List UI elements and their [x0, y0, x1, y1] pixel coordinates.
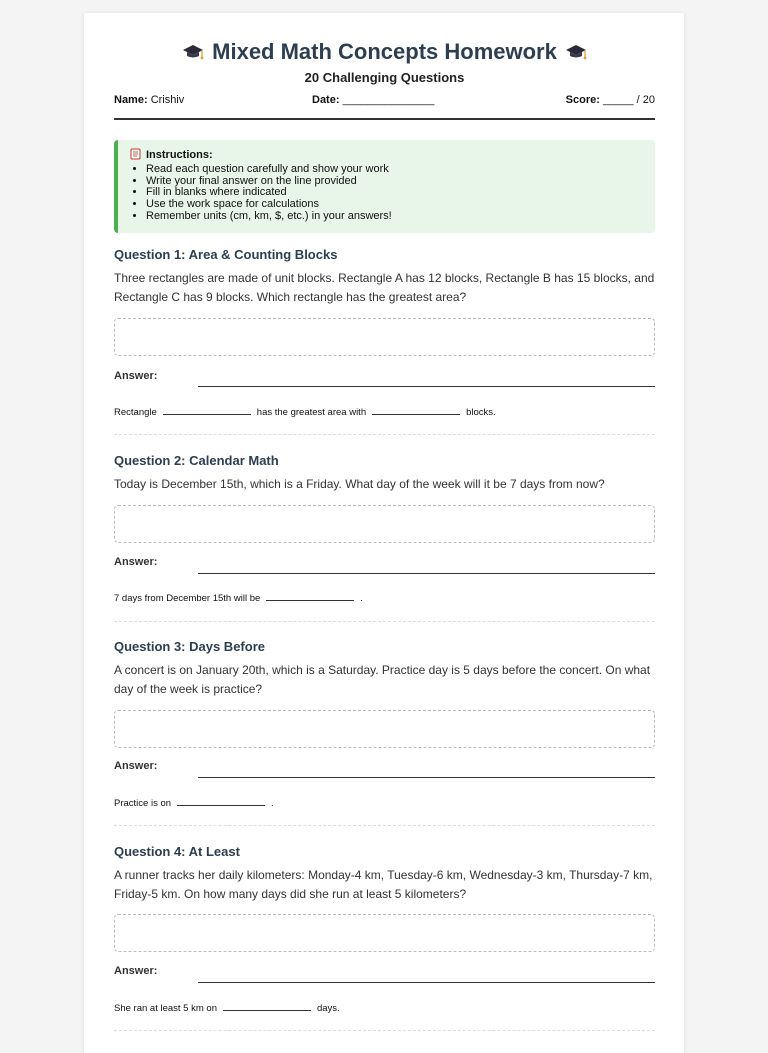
- answer-line[interactable]: [198, 573, 655, 574]
- instruction-item: • Write your final answer on the line provided: [146, 176, 643, 188]
- fill-text: has the greatest area with: [256, 407, 367, 418]
- name-field: [114, 94, 184, 106]
- question-text: Three rectangles are made of unit blocks. Rectangle A has 12 blocks, Rectangle B has 15 blocks, and Rectangle C has 9 blocks. Which rectangle has the greatest area?: [114, 271, 655, 304]
- worksheet-page: [84, 13, 684, 1053]
- answer-label: Answer:: [114, 965, 158, 977]
- instruction-item: • Remember units (cm, km, $, etc.) in your answers!: [146, 211, 643, 223]
- instructions-list: [130, 164, 643, 223]
- answer-label: Answer:: [114, 556, 158, 568]
- name-label: Name:: [114, 94, 148, 106]
- page-subtitle: 20 Challenging Questions: [304, 70, 465, 85]
- fill-text: .: [271, 798, 274, 809]
- fill-in-sentence: [114, 591, 655, 604]
- question-text: A runner tracks her daily kilometers: Monday-4 km, Tuesday-6 km, Wednesday-3 km, Thursday-7 km, Friday-5 km. On how many days did she run at least 5 kilometers?: [114, 868, 653, 901]
- graduation-cap-icon: [565, 43, 587, 61]
- score-total: / 20: [636, 94, 655, 106]
- score-label: Score:: [565, 94, 600, 106]
- question-separator: [114, 434, 655, 435]
- question-1: [114, 247, 655, 418]
- work-space-box[interactable]: [114, 505, 655, 543]
- instructions-box: [114, 140, 655, 233]
- fill-in-sentence: [114, 1001, 655, 1014]
- instructions-heading-text: Instructions:: [146, 149, 213, 161]
- fill-blank[interactable]: [266, 591, 354, 601]
- answer-line[interactable]: [198, 982, 655, 983]
- instruction-item: • Fill in blanks where indicated: [146, 187, 643, 199]
- question-title: Question 3: Days Before: [114, 639, 265, 654]
- question-text: A concert is on January 20th, which is a Saturday. Practice day is 5 days before the concert. On what day of the week is practice?: [114, 663, 651, 696]
- name-value: Crishiv: [150, 94, 185, 106]
- work-space-box[interactable]: [114, 710, 655, 748]
- fill-text: .: [360, 593, 363, 604]
- header-divider: [114, 118, 655, 120]
- page-title-text: Mixed Math Concepts Homework: [212, 39, 557, 64]
- question-4: [114, 844, 655, 1014]
- fill-in-sentence: [114, 796, 655, 809]
- score-blank: _____: [602, 94, 634, 106]
- question-2: [114, 453, 655, 604]
- fill-blank[interactable]: [372, 405, 460, 415]
- fill-text: Practice is on: [114, 798, 172, 809]
- student-info-row: [114, 94, 655, 108]
- fill-blank[interactable]: [163, 405, 251, 415]
- date-field: [312, 94, 434, 106]
- instructions-heading: [130, 148, 643, 162]
- fill-blank[interactable]: [223, 1001, 311, 1011]
- fill-blank[interactable]: [177, 796, 265, 806]
- question-title: Question 4: At Least: [114, 844, 240, 859]
- work-space-box[interactable]: [114, 318, 655, 356]
- answer-label: Answer:: [114, 370, 158, 382]
- fill-text: Rectangle: [114, 407, 157, 418]
- question-separator: [114, 825, 655, 826]
- graduation-cap-icon: [182, 43, 204, 61]
- work-space-box[interactable]: [114, 914, 655, 952]
- date-blank: _______________: [342, 94, 435, 106]
- fill-text: blocks.: [466, 407, 496, 418]
- fill-in-sentence: [114, 405, 655, 418]
- instruction-item: • Read each question carefully and show your work: [146, 164, 643, 176]
- question-3: [114, 639, 655, 809]
- page-title: [114, 39, 655, 65]
- answer-label: Answer:: [114, 760, 158, 772]
- answer-line[interactable]: [198, 777, 655, 778]
- fill-text: 7 days from December 15th will be: [114, 593, 261, 604]
- score-field: [566, 94, 655, 106]
- fill-text: days.: [316, 1003, 340, 1014]
- question-text: Today is December 15th, which is a Friday. What day of the week will it be 7 days from now?: [114, 477, 605, 491]
- instruction-item: • Use the work space for calculations: [146, 199, 643, 211]
- memo-icon: [130, 148, 141, 160]
- question-title: Question 1: Area & Counting Blocks: [114, 247, 338, 262]
- fill-text: She ran at least 5 km on: [114, 1003, 217, 1014]
- question-separator: [114, 621, 655, 622]
- question-separator: [114, 1030, 655, 1031]
- date-label: Date:: [312, 94, 340, 106]
- question-title: Question 2: Calendar Math: [114, 453, 279, 468]
- answer-line[interactable]: [198, 386, 655, 387]
